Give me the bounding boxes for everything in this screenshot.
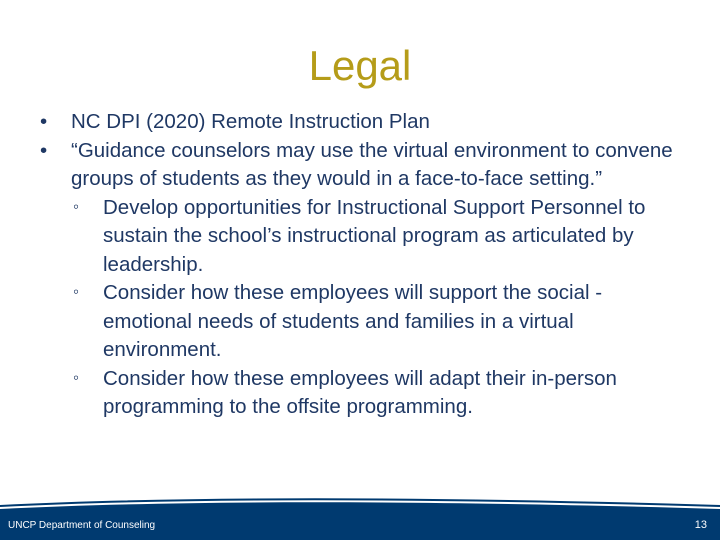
- bullet-item: [40, 108, 690, 137]
- sub-bullet-item: [40, 279, 690, 365]
- sub-bullet-marker: ◦: [73, 367, 80, 387]
- bullet-list: [40, 108, 690, 422]
- sub-bullet-marker: ◦: [73, 282, 80, 301]
- sub-bullet-text: Consider how these employees will adapt their in-person programming to the offsite programming.: [103, 366, 617, 418]
- bullet-marker: •: [40, 110, 48, 133]
- footer-label: UNCP Department of Counseling: [8, 520, 156, 531]
- sub-bullet-text: Develop opportunities for Instructional Support Personnel to sustain the school’s instructional program as articulated by leadership.: [103, 195, 646, 276]
- footer-band: [0, 498, 720, 540]
- page-number: 13: [694, 519, 707, 531]
- slide-title: Legal: [308, 42, 412, 89]
- sub-bullet-marker: ◦: [73, 196, 80, 216]
- bullet-item: [40, 137, 690, 194]
- bullet-marker: •: [40, 138, 48, 162]
- bullet-text: NC DPI (2020) Remote Instruction Plan: [71, 110, 430, 133]
- sub-bullet-item: [40, 365, 690, 422]
- bullet-text: “Guidance counselors may use the virtual environment to convene groups of students as they would in a face-to-face setting.”: [71, 138, 673, 190]
- sub-bullet-item: [40, 194, 690, 280]
- sub-bullet-text: Consider how these employees will support the social -emotional needs of students and families in a virtual environment.: [103, 281, 603, 361]
